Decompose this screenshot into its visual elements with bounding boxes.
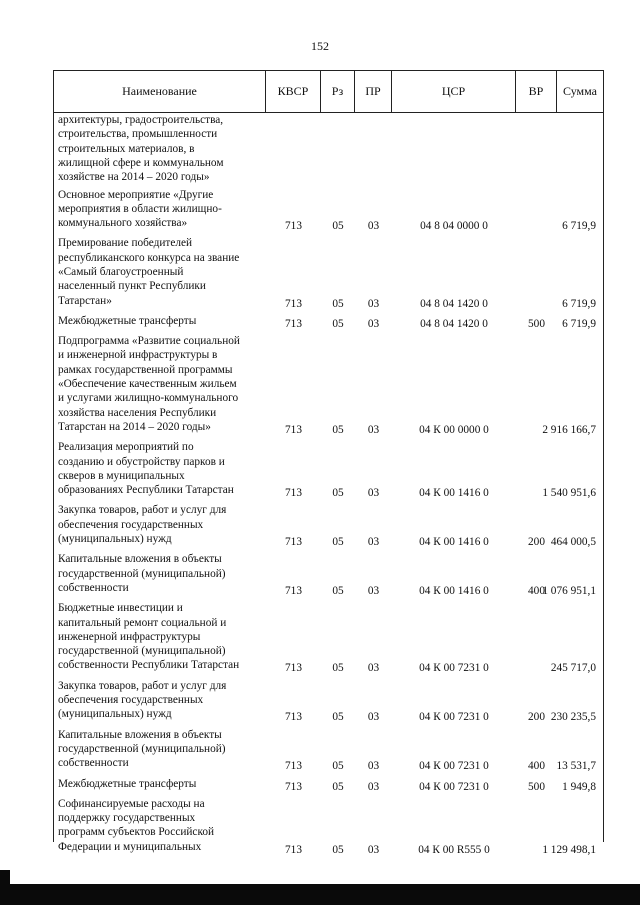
row-csr: 04 8 04 1420 0 bbox=[420, 317, 488, 330]
row-sum: 230 235,5 bbox=[550, 711, 596, 724]
table-row bbox=[54, 549, 603, 598]
row-vr: 400 bbox=[528, 584, 545, 597]
row-pr: 03 bbox=[367, 780, 380, 793]
scan-edge-mark bbox=[0, 870, 10, 884]
row-kvsr: 713 bbox=[285, 711, 302, 724]
row-rz: 05 bbox=[332, 760, 344, 773]
row-pr: 03 bbox=[367, 317, 380, 330]
row-sum: 464 000,5 bbox=[550, 536, 596, 549]
row-name: Премирование победителей республиканского конкурса на звание «Самый благоустроенный населенный пункт Республики Татарстан» bbox=[58, 237, 240, 307]
row-sum: 6 719,9 bbox=[562, 220, 596, 233]
row-sum: 1 129 498,1 bbox=[542, 843, 596, 856]
table-row bbox=[54, 233, 603, 311]
row-kvsr: 713 bbox=[285, 760, 302, 773]
header-pr: ПР bbox=[355, 71, 392, 112]
row-rz: 05 bbox=[332, 220, 344, 233]
row-name: Бюджетные инвестиции и капитальный ремонт социальной и инженерной инфраструктуры государственной (муниципальной) собственности Республики Татарстан bbox=[58, 602, 240, 672]
row-sum: 1 540 951,6 bbox=[542, 487, 596, 500]
row-name: Основное мероприятие «Другие мероприятия в области жилищно- коммунального хозяйства» bbox=[58, 188, 222, 230]
header-kvsr: КВСР bbox=[266, 71, 321, 112]
row-vr: 200 bbox=[528, 711, 545, 724]
table-row bbox=[54, 113, 603, 185]
row-vr: 400 bbox=[528, 760, 545, 773]
row-vr: 200 bbox=[528, 536, 545, 549]
row-rz: 05 bbox=[332, 487, 344, 500]
table-row bbox=[54, 437, 603, 500]
row-rz: 05 bbox=[332, 843, 344, 856]
header-csr: ЦСР bbox=[392, 71, 516, 112]
row-pr: 03 bbox=[367, 297, 380, 310]
row-sum: 1 076 951,1 bbox=[542, 584, 596, 597]
row-rz: 05 bbox=[332, 536, 344, 549]
table-row bbox=[54, 725, 603, 774]
row-name: Софинансируемые расходы на поддержку государственных программ субъектов Российской Федерации и муниципальных bbox=[58, 797, 215, 853]
row-rz: 05 bbox=[332, 297, 344, 310]
row-pr: 03 bbox=[367, 536, 380, 549]
row-sum: 13 531,7 bbox=[556, 760, 596, 773]
table-body bbox=[54, 113, 603, 857]
table-header bbox=[54, 71, 603, 113]
row-kvsr: 713 bbox=[285, 487, 302, 500]
row-pr: 03 bbox=[367, 584, 380, 597]
row-sum: 245 717,0 bbox=[550, 662, 596, 675]
row-csr: 04 К 00 7231 0 bbox=[419, 662, 489, 675]
row-kvsr: 713 bbox=[285, 536, 302, 549]
row-csr: 04 К 00 1416 0 bbox=[419, 584, 489, 597]
header-rz: Рз bbox=[321, 71, 355, 112]
row-pr: 03 bbox=[367, 760, 380, 773]
row-vr: 500 bbox=[528, 317, 545, 330]
row-sum: 6 719,9 bbox=[562, 297, 596, 310]
row-kvsr: 713 bbox=[285, 220, 302, 233]
row-csr: 04 8 04 1420 0 bbox=[420, 297, 488, 310]
table-row bbox=[54, 774, 603, 794]
table-row bbox=[54, 185, 603, 234]
row-pr: 03 bbox=[367, 487, 380, 500]
row-rz: 05 bbox=[332, 780, 344, 793]
row-rz: 05 bbox=[332, 584, 344, 597]
row-name: Закупка товаров, работ и услуг для обеспечения государственных (муниципальных) нужд bbox=[58, 679, 227, 721]
row-csr: 04 К 00 0000 0 bbox=[419, 423, 489, 436]
scan-bottom-band bbox=[0, 884, 640, 905]
row-name: Закупка товаров, работ и услуг для обеспечения государственных (муниципальных) нужд bbox=[58, 504, 227, 546]
row-rz: 05 bbox=[332, 423, 344, 436]
row-rz: 05 bbox=[332, 662, 344, 675]
row-kvsr: 713 bbox=[285, 662, 302, 675]
row-name: архитектуры, градостроительства, строительства, промышленности строительных материалов, в жилищной сфере и коммунальном хозяйстве на 2014 – 2020 годы» bbox=[58, 114, 224, 184]
row-pr: 03 bbox=[367, 711, 380, 724]
row-kvsr: 713 bbox=[285, 584, 302, 597]
row-sum: 2 916 166,7 bbox=[542, 423, 596, 436]
row-kvsr: 713 bbox=[285, 317, 302, 330]
row-csr: 04 К 00 R555 0 bbox=[418, 843, 490, 856]
row-pr: 03 bbox=[367, 662, 380, 675]
row-kvsr: 713 bbox=[285, 843, 302, 856]
row-name: Подпрограмма «Развитие социальной и инженерной инфраструктуры в рамках государственной программы «Обеспечение качественным жильем и услугами жилищно-коммунального хозяйства населения Республики Татарстан на 2014 – 2020 годы» bbox=[58, 335, 240, 433]
row-rz: 05 bbox=[332, 711, 344, 724]
row-name: Межбюджетные трансферты bbox=[58, 314, 197, 327]
header-vr: ВР bbox=[516, 71, 557, 112]
table-row bbox=[54, 598, 603, 676]
page-number: 152 bbox=[311, 39, 329, 53]
row-name: Капитальные вложения в объекты государственной (муниципальной) собственности bbox=[58, 553, 226, 594]
row-csr: 04 К 00 1416 0 bbox=[419, 487, 489, 500]
table-row bbox=[54, 676, 603, 725]
header-name: Наименование bbox=[54, 71, 266, 112]
row-kvsr: 713 bbox=[285, 297, 302, 310]
row-pr: 03 bbox=[367, 423, 380, 436]
row-pr: 03 bbox=[367, 220, 380, 233]
row-csr: 04 К 00 7231 0 bbox=[419, 711, 489, 724]
row-csr: 04 К 00 7231 0 bbox=[419, 760, 489, 773]
table-row bbox=[54, 794, 603, 857]
row-vr: 500 bbox=[528, 780, 545, 793]
row-sum: 1 949,8 bbox=[562, 780, 596, 793]
budget-table bbox=[53, 70, 604, 856]
table-row bbox=[54, 500, 603, 549]
row-csr: 04 8 04 0000 0 bbox=[420, 220, 488, 233]
row-pr: 03 bbox=[367, 843, 380, 856]
row-kvsr: 713 bbox=[285, 780, 302, 793]
row-sum: 6 719,9 bbox=[562, 317, 596, 330]
row-name: Реализация мероприятий по созданию и обустройству парков и скверов в муниципальных образованиях Республики Татарстан bbox=[58, 441, 234, 497]
row-csr: 04 К 00 1416 0 bbox=[419, 536, 489, 549]
header-sum: Сумма bbox=[563, 84, 597, 98]
row-name: Межбюджетные трансферты bbox=[58, 777, 197, 790]
row-csr: 04 К 00 7231 0 bbox=[419, 780, 489, 793]
table-row bbox=[54, 311, 603, 331]
row-rz: 05 bbox=[332, 317, 344, 330]
row-name: Капитальные вложения в объекты государственной (муниципальной) собственности bbox=[58, 728, 226, 770]
table-row bbox=[54, 331, 603, 437]
row-kvsr: 713 bbox=[285, 423, 302, 436]
